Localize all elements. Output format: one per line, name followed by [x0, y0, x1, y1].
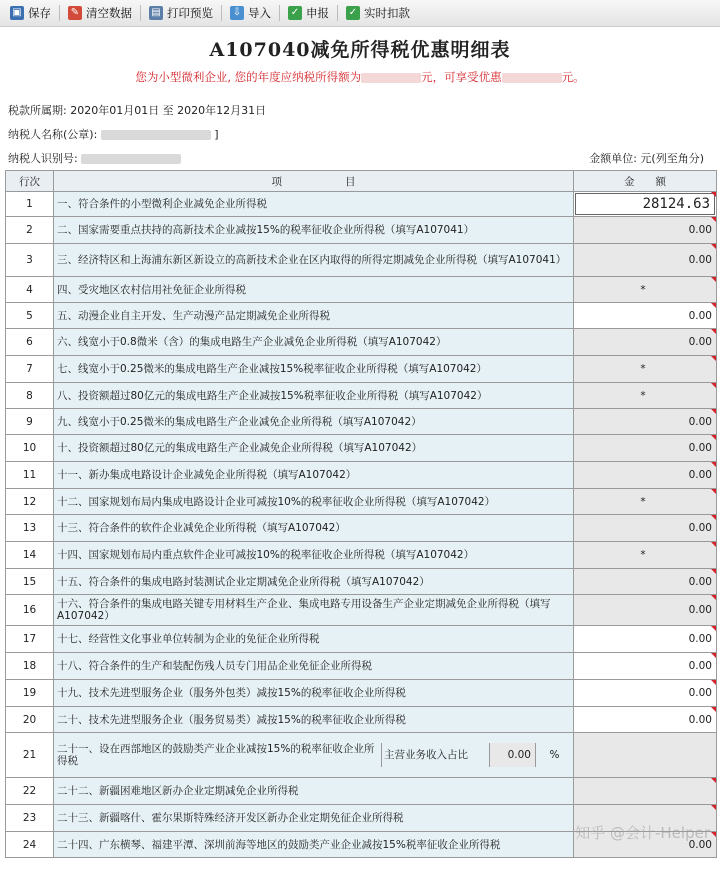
clear-data-button[interactable]: ✎ 清空数据 — [62, 2, 138, 24]
table-row — [6, 595, 717, 626]
toolbar-separator — [337, 5, 338, 21]
amount-field: * — [574, 356, 717, 383]
redacted-value — [81, 154, 181, 164]
row-item: 十一、新办集成电路设计企业减免企业所得税（填写A107042） — [54, 462, 574, 489]
toolbar-separator — [221, 5, 222, 21]
realtime-deduct-button[interactable]: ✓ 实时扣款 — [340, 2, 416, 24]
amount-field: * — [574, 542, 717, 569]
table-row — [6, 277, 717, 303]
table-row — [6, 409, 717, 435]
table-row — [6, 356, 717, 383]
table-row — [6, 244, 717, 277]
row-number: 11 — [6, 462, 54, 489]
table-row — [6, 680, 717, 707]
row-item: 十三、符合条件的软件企业减免企业所得税（填写A107042） — [54, 515, 574, 542]
watermark: 知乎 @会计-Helper — [575, 824, 710, 842]
row-number: 3 — [6, 244, 54, 277]
amount-input[interactable]: 28124.63 — [575, 193, 715, 215]
row-number: 17 — [6, 626, 54, 653]
redacted-value — [101, 130, 211, 140]
table-row — [6, 217, 717, 244]
row-item: 二十四、广东横琴、福建平潭、深圳前海等地区的鼓励类产业企业减按15%税率征收企业所得税 — [54, 832, 574, 858]
row-number: 1 — [6, 192, 54, 217]
amount-field: 0.00 — [574, 462, 717, 489]
row-item: 五、动漫企业自主开发、生产动漫产品定期减免企业所得税 — [54, 303, 574, 329]
toolbar-separator — [140, 5, 141, 21]
amount-field: 0.00 — [574, 832, 717, 858]
row-item: 四、受灾地区农村信用社免征企业所得税 — [54, 277, 574, 303]
row-item: 八、投资额超过80亿元的集成电路生产企业减按15%税率征收企业所得税（填写A107042） — [54, 383, 574, 409]
row-number: 16 — [6, 595, 54, 626]
amount-field: * — [574, 383, 717, 409]
taxpayer-id: 纳税人识别号: — [8, 150, 181, 166]
table-row — [6, 707, 717, 733]
table-row — [6, 542, 717, 569]
taxpayer-name: 纳税人名称(公章): ] — [8, 128, 219, 141]
row-number: 7 — [6, 356, 54, 383]
amount-field — [574, 733, 717, 778]
redacted-value — [361, 73, 421, 83]
table-row — [6, 778, 717, 805]
row-item: 三、经济特区和上海浦东新区新设立的高新技术企业在区内取得的所得定期减免企业所得税（填写A107041） — [54, 244, 574, 277]
percent-unit: % — [536, 743, 573, 767]
row-number: 5 — [6, 303, 54, 329]
row-item: 二十三、新疆喀什、霍尔果斯特殊经济开发区新办企业定期免征企业所得税 — [54, 805, 574, 832]
table-row — [6, 653, 717, 680]
table-row — [6, 515, 717, 542]
amount-field[interactable]: 0.00 — [574, 680, 717, 707]
column-header-item: 项 目 — [54, 171, 574, 192]
amount-field: 0.00 — [574, 217, 717, 244]
row-item: 十九、技术先进型服务企业（服务外包类）减按15%的税率征收企业所得税 — [54, 680, 574, 707]
row-number: 18 — [6, 653, 54, 680]
row-number: 12 — [6, 489, 54, 515]
row-item: 二十、技术先进型服务企业（服务贸易类）减按15%的税率征收企业所得税 — [54, 707, 574, 733]
amount-field: 0.00 — [574, 595, 717, 626]
amount-unit: 金额单位: 元(列至角分) — [589, 152, 704, 165]
row-item: 十六、符合条件的集成电路关键专用材料生产企业、集成电路专用设备生产企业定期减免企业所得税（填写A107042） — [54, 595, 574, 626]
row-item: 七、线宽小于0.25微米的集成电路生产企业减按15%税率征收企业所得税（填写A107042） — [54, 356, 574, 383]
row-number: 24 — [6, 832, 54, 858]
row-number: 8 — [6, 383, 54, 409]
amount-field[interactable]: 0.00 — [574, 653, 717, 680]
row-number: 19 — [6, 680, 54, 707]
table-row — [6, 462, 717, 489]
row-item: 六、线宽小于0.8微米（含）的集成电路生产企业减免企业所得税（填写A107042） — [54, 329, 574, 356]
clear-icon: ✎ — [68, 6, 82, 20]
form-page — [0, 27, 720, 871]
table-row — [6, 329, 717, 356]
amount-field: * — [574, 277, 717, 303]
row-number: 14 — [6, 542, 54, 569]
row-item: 十、投资额超过80亿元的集成电路生产企业减免企业所得税（填写A107042） — [54, 435, 574, 462]
column-header-amount: 金 额 — [574, 171, 717, 192]
table-row — [6, 489, 717, 515]
row-number: 9 — [6, 409, 54, 435]
row-item: 十七、经营性文化事业单位转制为企业的免征企业所得税 — [54, 626, 574, 653]
table-row — [6, 435, 717, 462]
amount-field — [574, 778, 717, 805]
row-item: 十四、国家规划布局内重点软件企业可减按10%的税率征收企业所得税（填写A107042） — [54, 542, 574, 569]
row-number: 13 — [6, 515, 54, 542]
amount-field: 0.00 — [574, 569, 717, 595]
row-item: 二十二、新疆困难地区新办企业定期减免企业所得税 — [54, 778, 574, 805]
sub-label: 主营业务收入占比 — [382, 743, 490, 767]
row-number: 15 — [6, 569, 54, 595]
print-preview-button[interactable]: ▤ 打印预览 — [143, 2, 219, 24]
row-item: 十八、符合条件的生产和装配伤残人员专门用品企业免征企业所得税 — [54, 653, 574, 680]
check-icon: ✓ — [288, 6, 302, 20]
declare-button[interactable]: ✓ 申报 — [282, 2, 335, 24]
table-row — [6, 569, 717, 595]
amount-field: * — [574, 489, 717, 515]
toolbar — [0, 0, 720, 27]
main-revenue-ratio-field[interactable]: 0.00 — [490, 743, 536, 767]
save-button[interactable]: ▣ 保存 — [4, 2, 57, 24]
row-number: 10 — [6, 435, 54, 462]
amount-field[interactable]: 0.00 — [574, 303, 717, 329]
import-button[interactable]: ⇩ 导入 — [224, 2, 277, 24]
toolbar-separator — [279, 5, 280, 21]
amount-field[interactable] — [574, 192, 717, 217]
row-item: 九、线宽小于0.25微米的集成电路生产企业减免企业所得税（填写A107042） — [54, 409, 574, 435]
check-icon: ✓ — [346, 6, 360, 20]
row-item: 二、国家需要重点扶持的高新技术企业减按15%的税率征收企业所得税（填写A107041） — [54, 217, 574, 244]
row-item: 十二、国家规划布局内集成电路设计企业可减按10%的税率征收企业所得税（填写A107042） — [54, 489, 574, 515]
row-item: 十五、符合条件的集成电路封装测试企业定期减免企业所得税（填写A107042） — [54, 569, 574, 595]
table-row — [6, 733, 717, 778]
row-item — [54, 733, 574, 778]
amount-field: 0.00 — [574, 409, 717, 435]
amount-field: 0.00 — [574, 435, 717, 462]
save-icon: ▣ — [10, 6, 24, 20]
redacted-value — [502, 73, 562, 83]
detail-table — [5, 170, 716, 858]
row-item-label: 二十一、设在西部地区的鼓励类产业企业减按15%的税率征收企业所得税 — [54, 743, 382, 767]
row-number: 4 — [6, 277, 54, 303]
import-icon: ⇩ — [230, 6, 244, 20]
row-item: 一、符合条件的小型微利企业减免企业所得税 — [54, 192, 574, 217]
amount-field[interactable]: 0.00 — [574, 626, 717, 653]
toolbar-separator — [59, 5, 60, 21]
eligibility-notice: 您为小型微利企业, 您的年度应纳税所得额为 元，可享受优惠 元。 — [135, 70, 585, 84]
amount-field: 0.00 — [574, 515, 717, 542]
print-icon: ▤ — [149, 6, 163, 20]
row-number: 21 — [6, 733, 54, 778]
table-row — [6, 303, 717, 329]
table-row — [6, 626, 717, 653]
table-row — [6, 383, 717, 409]
tax-period: 税款所属期: 2020年01月01日 至 2020年12月31日 — [8, 104, 267, 117]
amount-field[interactable]: 0.00 — [574, 707, 717, 733]
row-number: 20 — [6, 707, 54, 733]
row-number: 23 — [6, 805, 54, 832]
row-number: 6 — [6, 329, 54, 356]
column-header-no: 行次 — [6, 171, 54, 192]
amount-field: 0.00 — [574, 329, 717, 356]
amount-field: 0.00 — [574, 244, 717, 277]
table-row — [6, 192, 717, 217]
row-number: 2 — [6, 217, 54, 244]
page-title: A107040减免所得税优惠明细表 — [209, 39, 511, 61]
row-number: 22 — [6, 778, 54, 805]
